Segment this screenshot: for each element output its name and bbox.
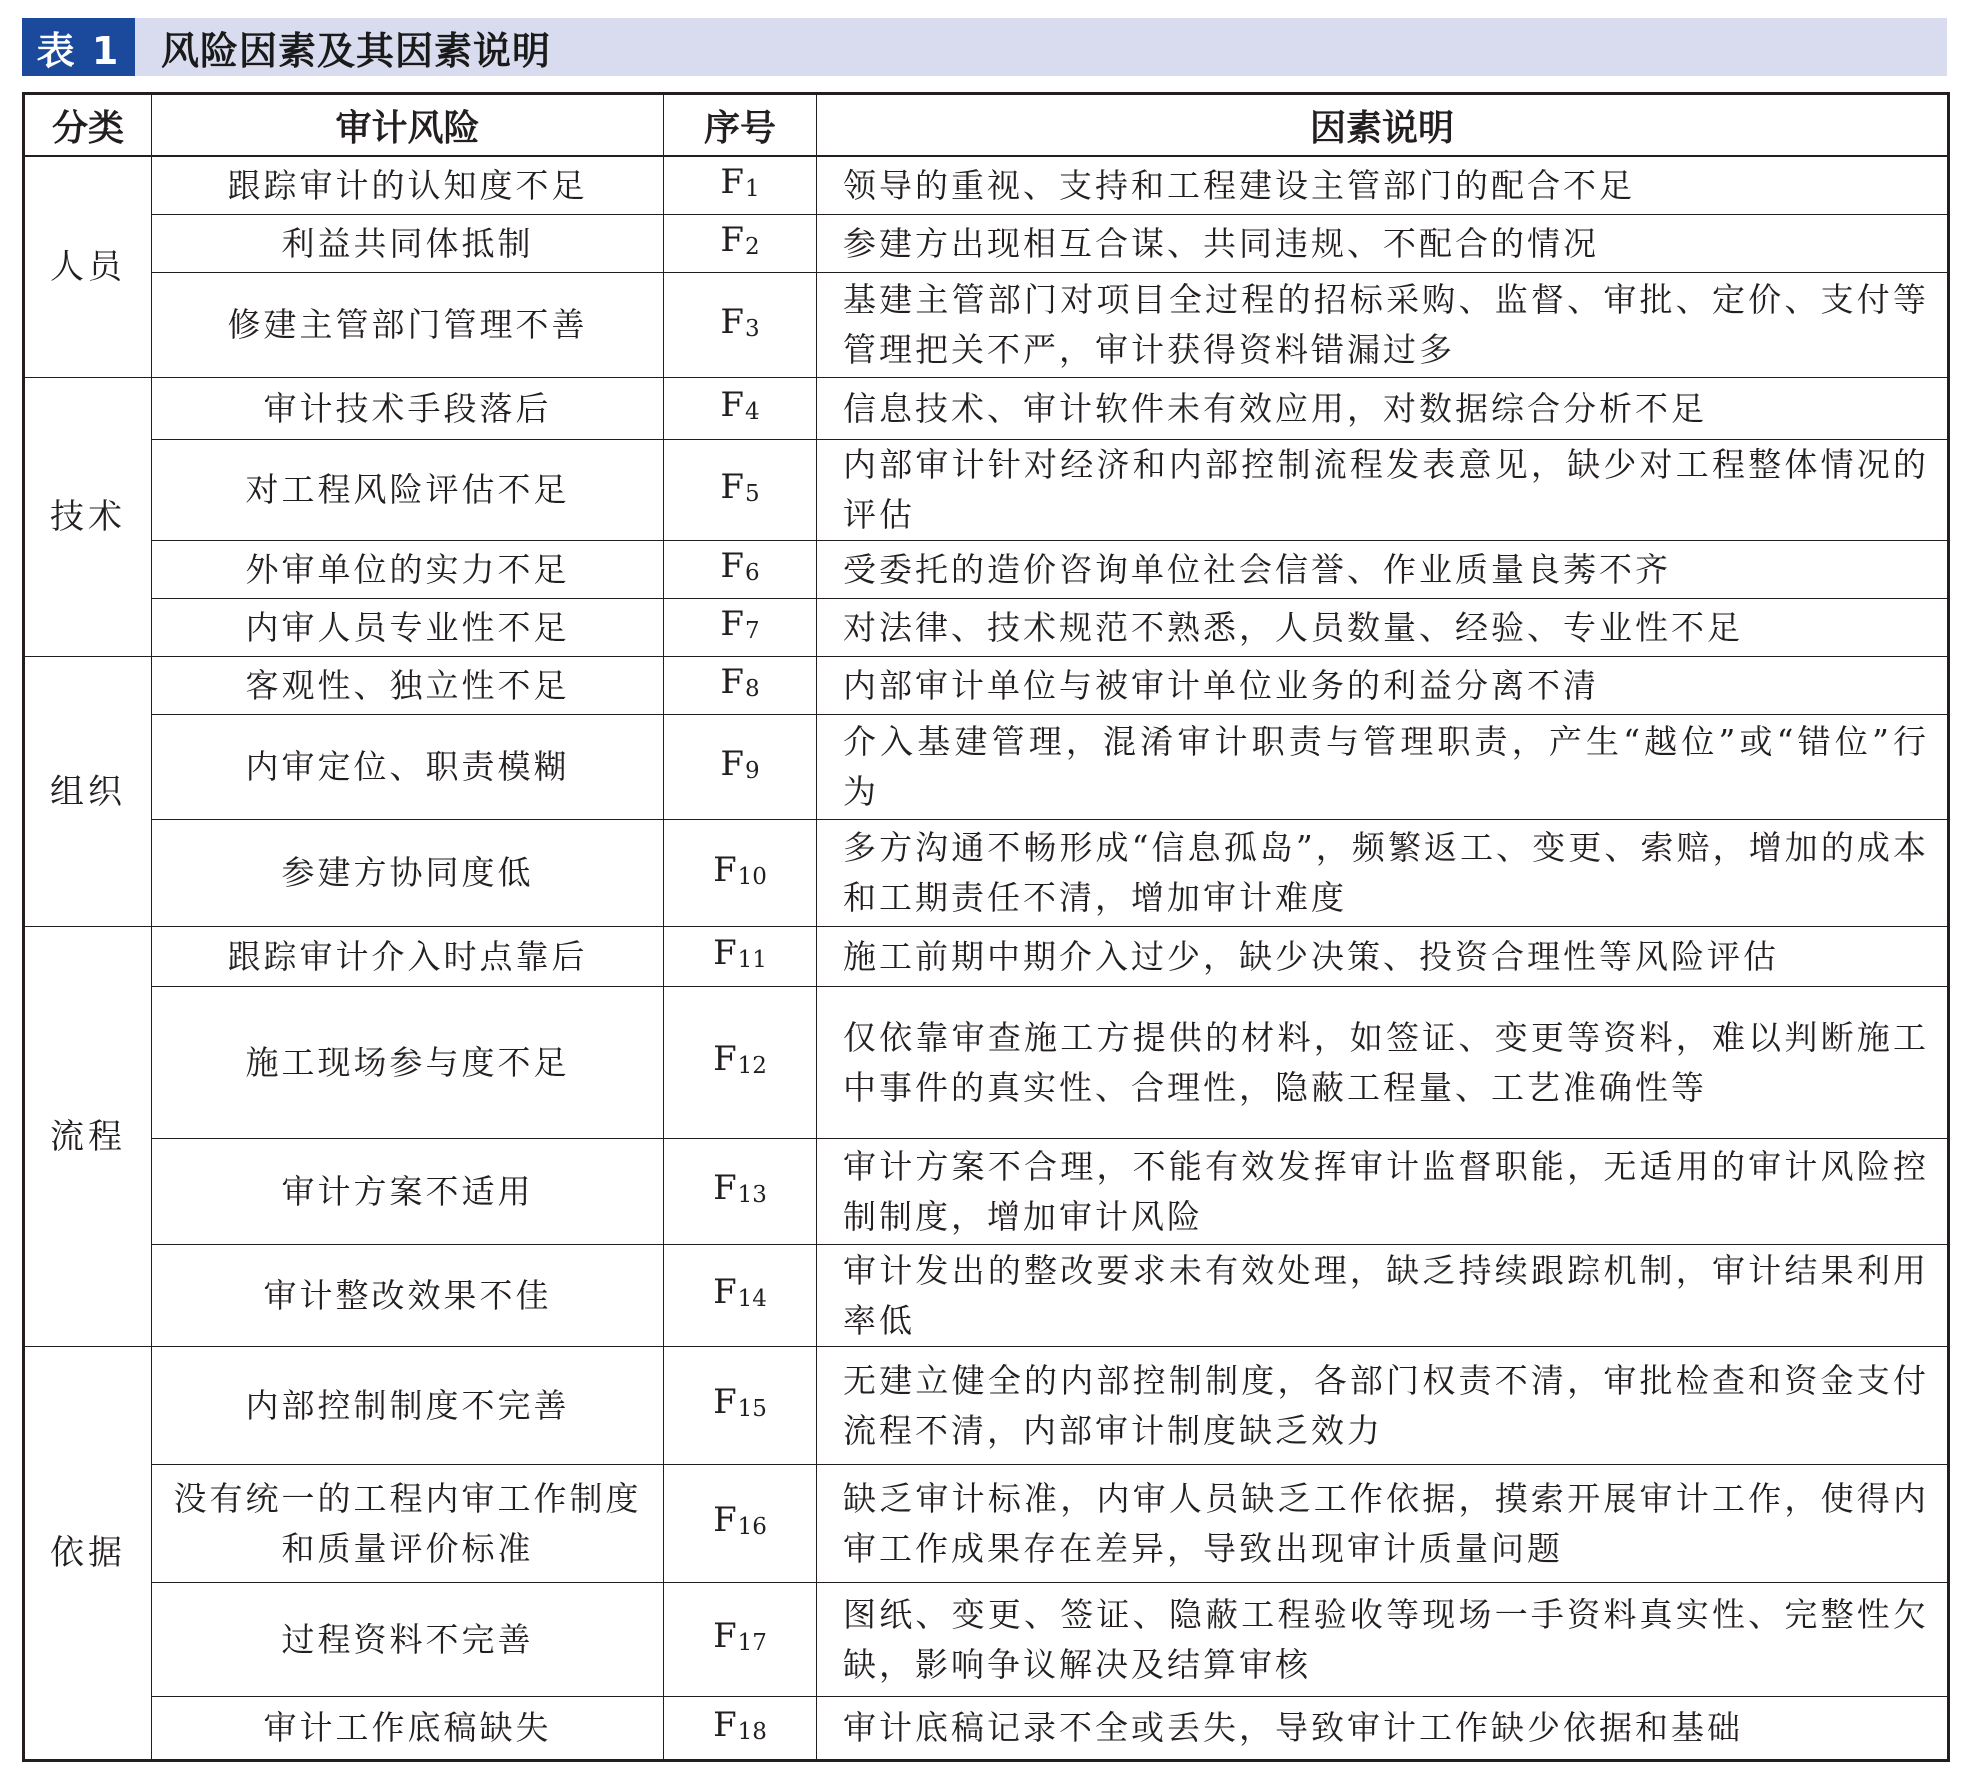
risk-cell: 利益共同体抵制 bbox=[152, 215, 664, 273]
factor-subscript: 4 bbox=[744, 399, 760, 425]
factor-number-cell bbox=[664, 599, 817, 657]
table-row bbox=[24, 1583, 1949, 1697]
risk-cell: 内部控制制度不完善 bbox=[152, 1347, 664, 1465]
factor-subscript: 18 bbox=[737, 1718, 767, 1745]
description-cell: 审计方案不合理，不能有效发挥审计监督职能，无适用的审计风险控制制度，增加审计风险 bbox=[817, 1139, 1949, 1245]
factor-subscript: 5 bbox=[744, 480, 760, 507]
table-row bbox=[24, 1347, 1949, 1465]
table-row bbox=[24, 1465, 1949, 1583]
description-cell: 施工前期中期介入过少，缺少决策、投资合理性等风险评估 bbox=[817, 927, 1949, 987]
risk-cell: 参建方协同度低 bbox=[152, 820, 664, 927]
risk-cell: 对工程风险评估不足 bbox=[152, 440, 664, 541]
factor-number-cell bbox=[664, 1245, 817, 1347]
table-row bbox=[24, 1697, 1949, 1761]
description-cell: 基建主管部门对项目全过程的招标采购、监督、审批、定价、支付等管理把关不严，审计获得资料错漏过多 bbox=[817, 273, 1949, 378]
header-number: 序号 bbox=[664, 94, 817, 157]
factor-number-cell bbox=[664, 657, 817, 715]
factor-subscript: 12 bbox=[737, 1053, 767, 1079]
description-cell: 领导的重视、支持和工程建设主管部门的配合不足 bbox=[817, 156, 1949, 215]
description-cell: 多方沟通不畅形成“信息孤岛”，频繁返工、变更、索赔，增加的成本和工期责任不清，增加审计难度 bbox=[817, 820, 1949, 927]
factor-letter: F bbox=[713, 1616, 737, 1656]
description-cell: 图纸、变更、签证、隐蔽工程验收等现场一手资料真实性、完整性欠缺，影响争议解决及结算审核 bbox=[817, 1583, 1949, 1697]
category-cell: 人员 bbox=[24, 156, 152, 378]
factor-subscript: 16 bbox=[737, 1514, 767, 1540]
factor-letter: F bbox=[713, 849, 737, 890]
category-cell: 组织 bbox=[24, 657, 152, 927]
factor-subscript: 10 bbox=[737, 863, 767, 890]
risk-cell: 内审定位、职责模糊 bbox=[152, 715, 664, 820]
factor-number-cell bbox=[664, 927, 817, 987]
header-risk: 审计风险 bbox=[152, 94, 664, 157]
risk-cell: 审计工作底稿缺失 bbox=[152, 1697, 664, 1761]
category-cell: 流程 bbox=[24, 927, 152, 1347]
factor-number-cell bbox=[664, 987, 817, 1139]
factor-number-cell bbox=[664, 1465, 817, 1583]
description-cell: 无建立健全的内部控制制度，各部门权责不清，审批检查和资金支付流程不清，内部审计制度缺乏效力 bbox=[817, 1347, 1949, 1465]
table-row bbox=[24, 541, 1949, 599]
risk-cell: 审计技术手段落后 bbox=[152, 378, 664, 440]
factor-letter: F bbox=[713, 1168, 737, 1208]
factor-number-cell bbox=[664, 715, 817, 820]
description-cell: 对法律、技术规范不熟悉，人员数量、经验、专业性不足 bbox=[817, 599, 1949, 657]
description-cell: 审计发出的整改要求未有效处理，缺乏持续跟踪机制，审计结果利用率低 bbox=[817, 1245, 1949, 1347]
factor-letter: F bbox=[720, 466, 744, 507]
table-row bbox=[24, 156, 1949, 215]
factor-subscript: 9 bbox=[744, 757, 760, 784]
risk-cell: 施工现场参与度不足 bbox=[152, 987, 664, 1139]
description-cell: 内部审计针对经济和内部控制流程发表意见，缺少对工程整体情况的评估 bbox=[817, 440, 1949, 541]
risk-cell: 客观性、独立性不足 bbox=[152, 657, 664, 715]
factor-subscript: 14 bbox=[737, 1286, 767, 1312]
table-row bbox=[24, 215, 1949, 273]
category-cell: 技术 bbox=[24, 378, 152, 657]
table-row bbox=[24, 987, 1949, 1139]
factor-letter: F bbox=[720, 662, 744, 702]
risk-cell: 外审单位的实力不足 bbox=[152, 541, 664, 599]
table-row bbox=[24, 1245, 1949, 1347]
category-cell: 依据 bbox=[24, 1347, 152, 1761]
factor-letter: F bbox=[713, 1500, 737, 1540]
description-cell: 信息技术、审计软件未有效应用，对数据综合分析不足 bbox=[817, 378, 1949, 440]
risk-cell: 过程资料不完善 bbox=[152, 1583, 664, 1697]
description-cell: 仅依靠审查施工方提供的材料，如签证、变更等资料，难以判断施工中事件的真实性、合理性，隐蔽工程量、工艺准确性等 bbox=[817, 987, 1949, 1139]
description-cell: 参建方出现相互合谋、共同违规、不配合的情况 bbox=[817, 215, 1949, 273]
factor-number-cell bbox=[664, 215, 817, 273]
factor-subscript: 7 bbox=[744, 618, 760, 644]
factor-number-cell bbox=[664, 1139, 817, 1245]
table-body bbox=[24, 156, 1949, 1761]
risk-factor-table bbox=[22, 92, 1950, 1762]
factor-number-cell bbox=[664, 273, 817, 378]
description-cell: 介入基建管理，混淆审计职责与管理职责，产生“越位”或“错位”行为 bbox=[817, 715, 1949, 820]
risk-cell: 跟踪审计的认知度不足 bbox=[152, 156, 664, 215]
risk-cell: 内审人员专业性不足 bbox=[152, 599, 664, 657]
table-row bbox=[24, 715, 1949, 820]
factor-number-cell bbox=[664, 440, 817, 541]
factor-letter: F bbox=[713, 1272, 737, 1312]
description-cell: 审计底稿记录不全或丢失，导致审计工作缺少依据和基础 bbox=[817, 1697, 1949, 1761]
table-row bbox=[24, 927, 1949, 987]
table-row bbox=[24, 440, 1949, 541]
factor-letter: F bbox=[720, 301, 744, 342]
factor-number-cell bbox=[664, 820, 817, 927]
risk-cell: 修建主管部门管理不善 bbox=[152, 273, 664, 378]
risk-cell: 审计整改效果不佳 bbox=[152, 1245, 664, 1347]
table-row bbox=[24, 378, 1949, 440]
factor-subscript: 6 bbox=[744, 560, 760, 586]
table-row bbox=[24, 1139, 1949, 1245]
table-row bbox=[24, 599, 1949, 657]
description-cell: 受委托的造价咨询单位社会信誉、作业质量良莠不齐 bbox=[817, 541, 1949, 599]
factor-number-cell bbox=[664, 378, 817, 440]
risk-cell: 跟踪审计介入时点靠后 bbox=[152, 927, 664, 987]
factor-subscript: 17 bbox=[737, 1630, 767, 1656]
table-row bbox=[24, 657, 1949, 715]
header-description: 因素说明 bbox=[817, 94, 1949, 157]
description-cell: 内部审计单位与被审计单位业务的利益分离不清 bbox=[817, 657, 1949, 715]
factor-subscript: 13 bbox=[737, 1182, 767, 1208]
table-title: 风险因素及其因素说明 bbox=[161, 28, 552, 73]
header-row bbox=[24, 94, 1949, 157]
factor-subscript: 11 bbox=[737, 947, 767, 973]
factor-letter: F bbox=[713, 1704, 737, 1745]
header-category: 分类 bbox=[24, 94, 152, 157]
description-cell: 缺乏审计标准，内审人员缺乏工作依据，摸索开展审计工作，使得内审工作成果存在差异，导致出现审计质量问题 bbox=[817, 1465, 1949, 1583]
table-number-badge: 表 1 bbox=[22, 18, 135, 76]
factor-subscript: 8 bbox=[744, 676, 760, 702]
factor-number-cell bbox=[664, 156, 817, 215]
factor-letter: F bbox=[720, 385, 744, 425]
risk-cell: 审计方案不适用 bbox=[152, 1139, 664, 1245]
factor-letter: F bbox=[720, 743, 744, 784]
factor-letter: F bbox=[713, 1039, 737, 1079]
risk-factor-table-wrapper bbox=[22, 92, 1947, 1760]
factor-letter: F bbox=[713, 933, 737, 973]
factor-subscript: 1 bbox=[744, 176, 760, 202]
factor-letter: F bbox=[720, 162, 744, 202]
factor-subscript: 3 bbox=[744, 315, 760, 342]
factor-number-cell bbox=[664, 541, 817, 599]
factor-number-cell bbox=[664, 1583, 817, 1697]
factor-subscript: 15 bbox=[737, 1396, 767, 1422]
factor-subscript: 2 bbox=[744, 234, 760, 260]
factor-letter: F bbox=[713, 1382, 737, 1422]
factor-letter: F bbox=[720, 546, 744, 586]
factor-letter: F bbox=[720, 604, 744, 644]
factor-number-cell bbox=[664, 1347, 817, 1465]
table-row bbox=[24, 820, 1949, 927]
factor-number-cell bbox=[664, 1697, 817, 1761]
factor-letter: F bbox=[720, 220, 744, 260]
table-row bbox=[24, 273, 1949, 378]
risk-cell: 没有统一的工程内审工作制度和质量评价标准 bbox=[152, 1465, 664, 1583]
table-title-bar bbox=[22, 18, 1947, 76]
